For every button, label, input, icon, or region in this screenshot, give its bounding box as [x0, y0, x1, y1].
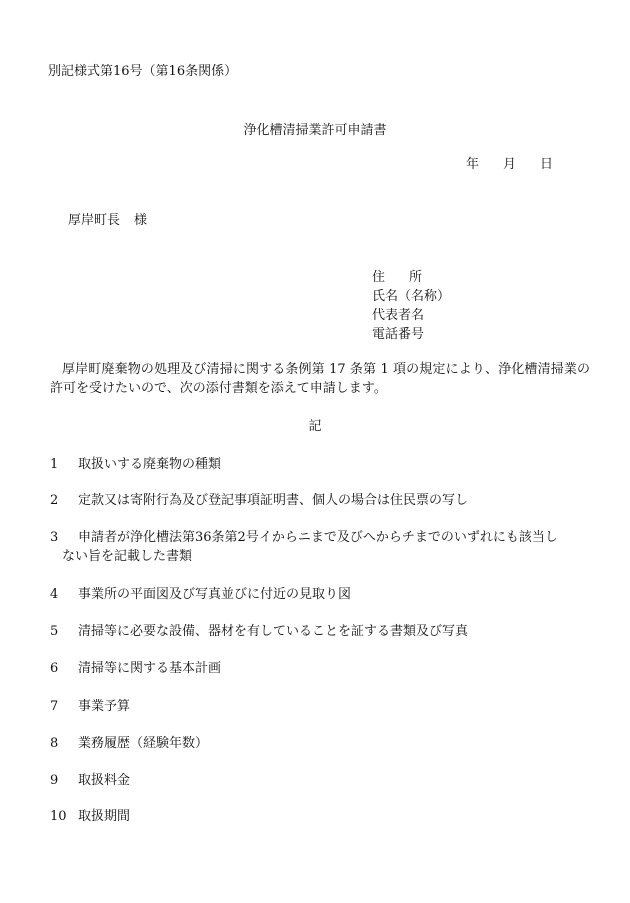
item-number: 7 [50, 699, 59, 714]
item-number: 3 [50, 530, 59, 545]
list-item [50, 734, 590, 753]
item-text: 取扱期間 [78, 809, 131, 824]
item-text: 定款又は寄附行為及び登記事項証明書、個人の場合は住民票の写し [78, 493, 469, 508]
date-line [466, 156, 553, 174]
address-label-b: 所 [409, 270, 423, 285]
item-text: 清掃等に必要な設備、器材を有していることを証する書類及び写真 [78, 624, 469, 639]
phone-label: 電話番号 [372, 327, 425, 342]
list-item [50, 491, 590, 510]
item-number: 2 [50, 493, 59, 508]
item-text: 清掃等に関する基本計画 [78, 661, 222, 676]
addressee [68, 212, 147, 230]
form-number: 別記様式第16号（第16条関係） [48, 64, 238, 79]
name-label: 氏名（名称） [372, 289, 451, 304]
address-label [372, 268, 450, 287]
address-label-a: 住 [372, 270, 386, 285]
document-title: 浄化槽清掃業許可申請書 [243, 123, 387, 138]
list-item [50, 585, 590, 604]
ki-heading: 記 [308, 419, 322, 434]
addressee-honorific: 様 [134, 213, 148, 228]
list-item [50, 697, 590, 716]
list-item [50, 807, 590, 826]
item-number: 4 [50, 587, 59, 602]
list-item [50, 528, 590, 566]
date-year: 年 [466, 157, 480, 172]
list-item [50, 771, 590, 790]
item-number: 1 [50, 457, 59, 472]
item-number: 5 [50, 624, 59, 639]
applicant-block [372, 268, 450, 344]
item-text-continued: ない旨を記載した書類 [62, 549, 193, 564]
item-text: 業務履歴（経験年数） [78, 736, 209, 751]
list-item [50, 455, 590, 474]
body-text: 厚岸町廃棄物の処理及び清掃に関する条例第 17 条第 1 項の規定により、浄化槽清掃業の許可を受けたいので、次の添付書類を添えて申請します。 [50, 362, 590, 396]
item-text: 事業所の平面図及び写真並びに付近の見取り図 [78, 587, 352, 602]
item-number: 8 [50, 736, 59, 751]
item-number: 6 [50, 661, 59, 676]
item-text: 事業予算 [78, 699, 131, 714]
date-day: 日 [540, 157, 554, 172]
date-month: 月 [503, 157, 517, 172]
item-text: 取扱いする廃棄物の種類 [78, 457, 222, 472]
item-text: 取扱料金 [78, 773, 131, 788]
list-item [50, 622, 590, 641]
addressee-name: 厚岸町長 [68, 213, 121, 228]
item-number: 9 [50, 773, 59, 788]
item-text: 申請者が浄化槽法第36条第2号イからニまで及びへからチまでのいずれにも該当し [78, 530, 558, 545]
representative-label: 代表者名 [372, 308, 425, 323]
list-item [50, 659, 590, 678]
item-number: 10 [50, 809, 67, 824]
